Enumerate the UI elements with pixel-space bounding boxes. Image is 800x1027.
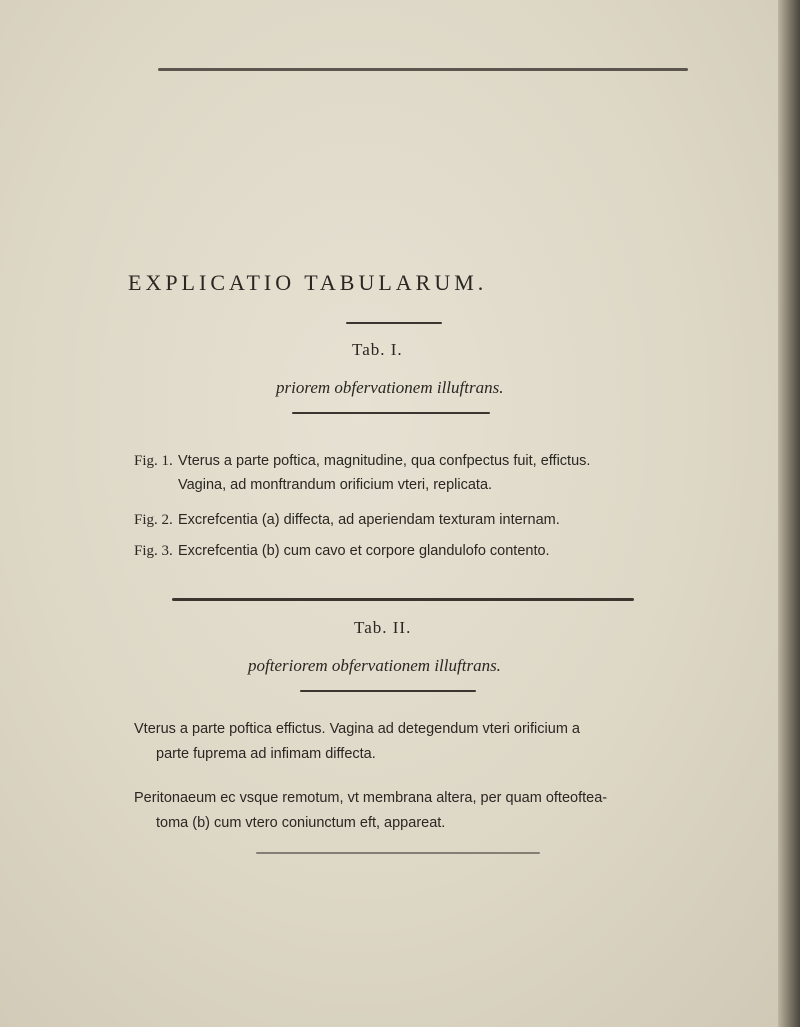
tab1-subtitle: priorem obfervationem illuftrans. bbox=[276, 378, 504, 397]
para2-line2: toma (b) cum vtero coniunctum eft, appareat. bbox=[156, 815, 446, 831]
tab2-paragraph-2 bbox=[134, 786, 607, 836]
fig2-text: Excrefcentia (a) diffecta, ad aperiendam texturam internam. bbox=[178, 512, 560, 528]
fig1-line1 bbox=[134, 452, 590, 470]
fig2-line bbox=[134, 511, 560, 529]
fig1-label: Fig. 1. bbox=[134, 453, 173, 469]
fig3-label: Fig. 3. bbox=[134, 543, 173, 559]
fig3-text: Excrefcentia (b) cum cavo et corpore glandulofo contento. bbox=[178, 543, 550, 559]
tab2-paragraph-1 bbox=[134, 717, 580, 767]
fig1-line2: Vagina, ad monftrandum orificium vteri, replicata. bbox=[178, 477, 493, 493]
tab2-heading: Tab. II. bbox=[354, 618, 412, 637]
page-title: EXPLICATIO TABULARUM. bbox=[128, 270, 488, 295]
tab1-rule bbox=[292, 412, 490, 414]
fig3-line bbox=[134, 542, 550, 560]
para1-line2: parte fuprema ad infimam diffecta. bbox=[156, 746, 376, 762]
section-rule bbox=[172, 598, 634, 601]
para2-line1: Peritonaeum ec vsque remotum, vt membrana altera, per quam ofteoftea- bbox=[134, 790, 608, 806]
tab2-subtitle: pofteriorem obfervationem illuftrans. bbox=[248, 656, 501, 675]
fig2-label: Fig. 2. bbox=[134, 512, 173, 528]
page-edge-shadow bbox=[778, 0, 800, 1027]
tab2-rule bbox=[300, 690, 476, 692]
tab1-heading: Tab. I. bbox=[352, 340, 403, 359]
para1-line1: Vterus a parte poftica effictus. Vagina ad detegendum vteri orificium a bbox=[134, 721, 580, 737]
title-rule bbox=[346, 322, 442, 324]
fig1-text: Vterus a parte poftica, magnitudine, qua confpectus fuit, effictus. bbox=[178, 453, 591, 469]
top-rule bbox=[158, 68, 688, 71]
bottom-rule bbox=[256, 852, 540, 854]
